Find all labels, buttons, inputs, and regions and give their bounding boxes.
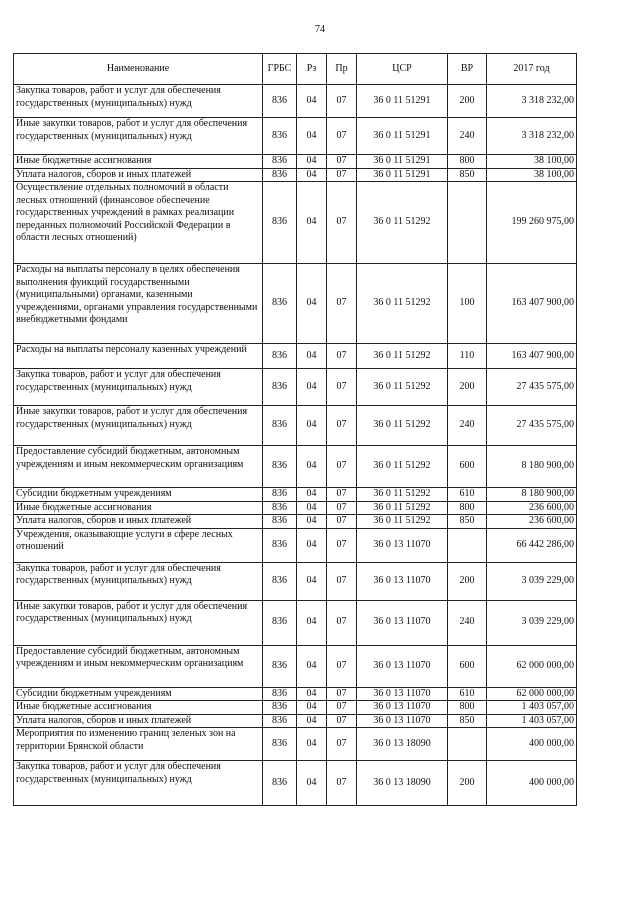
cell-pr: 07 — [327, 264, 357, 344]
cell-grbs: 836 — [263, 515, 297, 529]
cell-amount: 38 100,00 — [487, 155, 577, 169]
cell-csr: 36 0 13 11070 — [357, 701, 448, 715]
cell-grbs: 836 — [263, 645, 297, 687]
cell-vr: 240 — [448, 118, 487, 155]
cell-rz: 04 — [297, 701, 327, 715]
cell-pr: 07 — [327, 714, 357, 728]
cell-grbs: 836 — [263, 344, 297, 369]
cell-grbs: 836 — [263, 761, 297, 806]
cell-name: Уплата налогов, сборов и иных платежей — [14, 515, 263, 529]
cell-name: Иные закупки товаров, работ и услуг для обеспечения государственных (муниципальных) нужд — [14, 406, 263, 446]
cell-grbs: 836 — [263, 118, 297, 155]
col-header-vr: ВР — [448, 54, 487, 85]
table-row — [14, 406, 577, 446]
cell-amount: 3 039 229,00 — [487, 562, 577, 600]
table-row — [14, 488, 577, 502]
cell-rz: 04 — [297, 761, 327, 806]
cell-rz: 04 — [297, 85, 327, 118]
cell-csr: 36 0 11 51291 — [357, 85, 448, 118]
cell-grbs: 836 — [263, 264, 297, 344]
table-header-row — [14, 54, 577, 85]
cell-vr: 200 — [448, 85, 487, 118]
cell-vr — [448, 528, 487, 562]
cell-csr: 36 0 11 51292 — [357, 515, 448, 529]
cell-name: Закупка товаров, работ и услуг для обеспечения государственных (муниципальных) нужд — [14, 562, 263, 600]
cell-csr: 36 0 13 11070 — [357, 714, 448, 728]
cell-rz: 04 — [297, 501, 327, 515]
col-header-pr: Пр — [327, 54, 357, 85]
cell-amount: 38 100,00 — [487, 168, 577, 182]
cell-name: Закупка товаров, работ и услуг для обеспечения государственных (муниципальных) нужд — [14, 761, 263, 806]
cell-grbs: 836 — [263, 85, 297, 118]
cell-csr: 36 0 11 51292 — [357, 182, 448, 264]
cell-grbs: 836 — [263, 562, 297, 600]
cell-csr: 36 0 11 51292 — [357, 446, 448, 488]
cell-amount: 66 442 286,00 — [487, 528, 577, 562]
cell-name: Расходы на выплаты персоналу казенных учреждений — [14, 344, 263, 369]
cell-pr: 07 — [327, 645, 357, 687]
cell-amount: 8 180 900,00 — [487, 488, 577, 502]
cell-name: Мероприятия по изменению границ зеленых зон на территории Брянской области — [14, 728, 263, 761]
cell-pr: 07 — [327, 344, 357, 369]
cell-rz: 04 — [297, 645, 327, 687]
cell-rz: 04 — [297, 182, 327, 264]
cell-vr: 240 — [448, 406, 487, 446]
cell-name: Уплата налогов, сборов и иных платежей — [14, 714, 263, 728]
cell-amount: 163 407 900,00 — [487, 264, 577, 344]
cell-csr: 36 0 13 18090 — [357, 728, 448, 761]
cell-amount: 400 000,00 — [487, 761, 577, 806]
cell-name: Иные бюджетные ассигнования — [14, 501, 263, 515]
cell-rz: 04 — [297, 728, 327, 761]
cell-rz: 04 — [297, 168, 327, 182]
cell-amount: 400 000,00 — [487, 728, 577, 761]
cell-csr: 36 0 11 51291 — [357, 118, 448, 155]
cell-vr — [448, 728, 487, 761]
table-row — [14, 155, 577, 169]
col-header-rz: Рз — [297, 54, 327, 85]
cell-name: Уплата налогов, сборов и иных платежей — [14, 168, 263, 182]
cell-csr: 36 0 11 51292 — [357, 344, 448, 369]
table-row — [14, 645, 577, 687]
table-row — [14, 562, 577, 600]
table-row — [14, 701, 577, 715]
table-row — [14, 761, 577, 806]
table-row — [14, 528, 577, 562]
cell-vr: 600 — [448, 645, 487, 687]
cell-rz: 04 — [297, 118, 327, 155]
cell-name: Закупка товаров, работ и услуг для обеспечения государственных (муниципальных) нужд — [14, 85, 263, 118]
table-row — [14, 369, 577, 406]
cell-name: Учреждения, оказывающие услуги в сфере лесных отношений — [14, 528, 263, 562]
col-header-grbs: ГРБС — [263, 54, 297, 85]
cell-pr: 07 — [327, 168, 357, 182]
cell-pr: 07 — [327, 528, 357, 562]
cell-rz: 04 — [297, 714, 327, 728]
cell-grbs: 836 — [263, 528, 297, 562]
cell-csr: 36 0 13 11070 — [357, 645, 448, 687]
cell-name: Осуществление отдельных полномочий в области лесных отношений (финансовое обеспечение государственных учреждений в рамках реализации переданных полномочий Российской Федерации в области лесных отношений) — [14, 182, 263, 264]
cell-pr: 07 — [327, 728, 357, 761]
cell-name: Иные закупки товаров, работ и услуг для обеспечения государственных (муниципальных) нужд — [14, 118, 263, 155]
cell-name: Закупка товаров, работ и услуг для обеспечения государственных (муниципальных) нужд — [14, 369, 263, 406]
budget-table — [13, 53, 577, 806]
cell-amount: 62 000 000,00 — [487, 645, 577, 687]
cell-csr: 36 0 13 11070 — [357, 562, 448, 600]
cell-vr: 850 — [448, 515, 487, 529]
col-header-csr: ЦСР — [357, 54, 448, 85]
cell-vr: 610 — [448, 687, 487, 701]
cell-amount: 236 600,00 — [487, 501, 577, 515]
cell-name: Расходы на выплаты персоналу в целях обеспечения выполнения функций государственными (муниципальными) органами, казенными учреждениями, органами управления государственными внебюджетными фондами — [14, 264, 263, 344]
cell-vr: 200 — [448, 761, 487, 806]
cell-name: Иные бюджетные ассигнования — [14, 701, 263, 715]
cell-rz: 04 — [297, 446, 327, 488]
cell-vr: 200 — [448, 562, 487, 600]
cell-grbs: 836 — [263, 728, 297, 761]
cell-name: Предоставление субсидий бюджетным, автономным учреждениям и иным некоммерческим организациям — [14, 645, 263, 687]
cell-vr: 800 — [448, 155, 487, 169]
cell-amount: 199 260 975,00 — [487, 182, 577, 264]
cell-rz: 04 — [297, 562, 327, 600]
cell-csr: 36 0 11 51292 — [357, 488, 448, 502]
cell-grbs: 836 — [263, 714, 297, 728]
cell-pr: 07 — [327, 687, 357, 701]
cell-vr: 200 — [448, 369, 487, 406]
cell-rz: 04 — [297, 515, 327, 529]
cell-name: Иные бюджетные ассигнования — [14, 155, 263, 169]
cell-grbs: 836 — [263, 701, 297, 715]
cell-name: Субсидии бюджетным учреждениям — [14, 488, 263, 502]
table-row — [14, 446, 577, 488]
cell-amount: 27 435 575,00 — [487, 406, 577, 446]
cell-rz: 04 — [297, 155, 327, 169]
cell-csr: 36 0 11 51292 — [357, 406, 448, 446]
cell-pr: 07 — [327, 85, 357, 118]
cell-csr: 36 0 11 51292 — [357, 501, 448, 515]
cell-amount: 1 403 057,00 — [487, 714, 577, 728]
cell-pr: 07 — [327, 515, 357, 529]
cell-csr: 36 0 11 51291 — [357, 155, 448, 169]
cell-name: Субсидии бюджетным учреждениям — [14, 687, 263, 701]
cell-grbs: 836 — [263, 369, 297, 406]
cell-vr — [448, 182, 487, 264]
cell-rz: 04 — [297, 528, 327, 562]
cell-vr: 240 — [448, 600, 487, 645]
cell-pr: 07 — [327, 118, 357, 155]
cell-grbs: 836 — [263, 182, 297, 264]
cell-amount: 236 600,00 — [487, 515, 577, 529]
cell-pr: 07 — [327, 182, 357, 264]
cell-pr: 07 — [327, 600, 357, 645]
cell-csr: 36 0 13 11070 — [357, 600, 448, 645]
cell-amount: 3 318 232,00 — [487, 85, 577, 118]
cell-name: Иные закупки товаров, работ и услуг для обеспечения государственных (муниципальных) нужд — [14, 600, 263, 645]
cell-rz: 04 — [297, 488, 327, 502]
table-row — [14, 264, 577, 344]
cell-csr: 36 0 11 51292 — [357, 369, 448, 406]
cell-amount: 3 318 232,00 — [487, 118, 577, 155]
cell-pr: 07 — [327, 446, 357, 488]
cell-rz: 04 — [297, 406, 327, 446]
cell-amount: 62 000 000,00 — [487, 687, 577, 701]
cell-rz: 04 — [297, 687, 327, 701]
cell-csr: 36 0 13 11070 — [357, 528, 448, 562]
table-row — [14, 118, 577, 155]
cell-amount: 27 435 575,00 — [487, 369, 577, 406]
cell-csr: 36 0 11 51292 — [357, 264, 448, 344]
table-row — [14, 501, 577, 515]
cell-grbs: 836 — [263, 501, 297, 515]
table-row — [14, 182, 577, 264]
col-header-name: Наименование — [14, 54, 263, 85]
cell-pr: 07 — [327, 562, 357, 600]
table-row — [14, 728, 577, 761]
table-row — [14, 714, 577, 728]
cell-amount: 3 039 229,00 — [487, 600, 577, 645]
cell-vr: 600 — [448, 446, 487, 488]
cell-csr: 36 0 13 18090 — [357, 761, 448, 806]
cell-rz: 04 — [297, 369, 327, 406]
table-row — [14, 515, 577, 529]
cell-grbs: 836 — [263, 155, 297, 169]
cell-pr: 07 — [327, 501, 357, 515]
cell-rz: 04 — [297, 344, 327, 369]
page-number: 74 — [315, 24, 325, 35]
cell-pr: 07 — [327, 488, 357, 502]
cell-grbs: 836 — [263, 488, 297, 502]
cell-grbs: 836 — [263, 446, 297, 488]
cell-rz: 04 — [297, 264, 327, 344]
cell-pr: 07 — [327, 369, 357, 406]
cell-grbs: 836 — [263, 687, 297, 701]
cell-pr: 07 — [327, 701, 357, 715]
cell-amount: 163 407 900,00 — [487, 344, 577, 369]
cell-vr: 800 — [448, 701, 487, 715]
cell-pr: 07 — [327, 406, 357, 446]
cell-vr: 850 — [448, 168, 487, 182]
cell-rz: 04 — [297, 600, 327, 645]
cell-vr: 610 — [448, 488, 487, 502]
table-row — [14, 600, 577, 645]
cell-vr: 100 — [448, 264, 487, 344]
col-header-year: 2017 год — [487, 54, 577, 85]
cell-name: Предоставление субсидий бюджетным, автономным учреждениям и иным некоммерческим организациям — [14, 446, 263, 488]
cell-csr: 36 0 11 51291 — [357, 168, 448, 182]
cell-vr: 850 — [448, 714, 487, 728]
cell-grbs: 836 — [263, 168, 297, 182]
cell-grbs: 836 — [263, 406, 297, 446]
cell-amount: 8 180 900,00 — [487, 446, 577, 488]
cell-pr: 07 — [327, 155, 357, 169]
table-row — [14, 344, 577, 369]
cell-vr: 110 — [448, 344, 487, 369]
cell-pr: 07 — [327, 761, 357, 806]
table-row — [14, 168, 577, 182]
cell-amount: 1 403 057,00 — [487, 701, 577, 715]
cell-vr: 800 — [448, 501, 487, 515]
table-row — [14, 687, 577, 701]
table-body — [14, 85, 577, 806]
table-row — [14, 85, 577, 118]
cell-grbs: 836 — [263, 600, 297, 645]
cell-csr: 36 0 13 11070 — [357, 687, 448, 701]
